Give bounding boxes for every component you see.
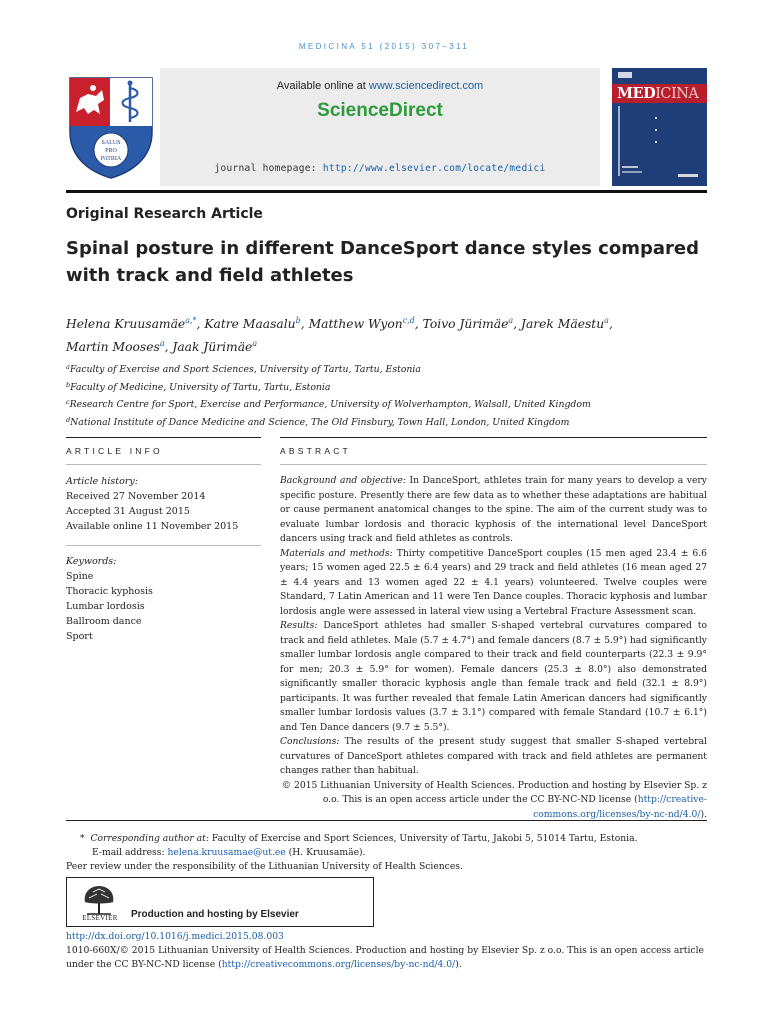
keyword-item: Sport xyxy=(66,631,93,642)
peer-review-note: Peer review under the responsibility of the Lithuanian University of Health Sciences. xyxy=(66,861,463,872)
affiliation-item xyxy=(66,360,716,378)
elsevier-tree-logo xyxy=(79,882,119,916)
email-link[interactable]: helena.kruusamae@ut.ee xyxy=(167,847,286,858)
footnote-divider xyxy=(66,820,707,821)
keywords xyxy=(66,554,261,644)
sciencedirect-logo: ScienceDirect xyxy=(317,100,443,121)
copyright-text: © 2015 Lithuanian University of Health Sciences. Production and hosting by Elsevier Sp. z o.o. This is an open access article under the CC BY-NC-ND license ( xyxy=(281,779,707,805)
background-label: Background and objective: xyxy=(280,475,406,486)
author-name[interactable]: Helena Kruusamäe xyxy=(66,317,186,331)
affiliation-mark: c xyxy=(66,398,70,406)
journal-cover xyxy=(612,68,707,186)
author-separator: , xyxy=(300,317,309,331)
doi-link[interactable]: http://dx.doi.org/10.1016/j.medici.2015.08.003 xyxy=(66,931,284,942)
cover-title-part-b: ICINA xyxy=(655,86,699,102)
results-label: Results: xyxy=(280,620,318,631)
author-name[interactable]: Katre Maasalu xyxy=(204,317,296,331)
affiliation-text: National Institute of Dance Medicine and Science, The Old Finsbury, Town Hall, London, United Kingdom xyxy=(70,416,570,428)
article-info-subrule xyxy=(66,464,261,465)
article-type: Original Research Article xyxy=(66,206,263,222)
author-name[interactable]: Jaak Jürimäe xyxy=(172,340,253,354)
abstract-rule xyxy=(280,437,707,438)
author-separator: , xyxy=(513,317,522,331)
article-info-heading: ARTICLE INFO xyxy=(66,446,163,456)
background-text: In DanceSport, athletes train for many years to develop a very specific posture. Presently there are few data as to whether these adaptations are habitual or cause permanent anatomical changes to the spine. The aim of the current study was to evaluate lumbar lordosis and thoracic kyphosis of the international level DanceSport dancers using track and field athletes as controls. xyxy=(280,475,707,544)
elsevier-wordmark: ELSEVIER xyxy=(82,914,118,922)
doi-block xyxy=(66,930,707,972)
accepted-date: Accepted 31 August 2015 xyxy=(66,506,190,517)
author-name[interactable]: Jarek Mäestu xyxy=(521,317,605,331)
journal-homepage-link[interactable]: http://www.elsevier.com/locate/medici xyxy=(322,163,546,174)
online-date: Available online 11 November 2015 xyxy=(66,521,239,532)
abstract-body xyxy=(280,474,707,822)
conclusions-label: Conclusions: xyxy=(280,736,340,747)
university-emblem xyxy=(66,74,156,180)
footnotes xyxy=(66,832,707,874)
results-text: DanceSport athletes had smaller S-shaped vertebral curvatures compared to track and field athletes. Male (5.7 ± 4.7°) and female dancers (8.7 ± 5.9°) had significantly smaller lumbar lordosis angle compared to their track and field counterparts (22.3 ± 9.9° for men; 20.3 ± 5.9° for women). Female dancers (25.3 ± 8.0°) also demonstrated significantly smaller thoracic kyphosis angle than female track and field (32.1 ± 8.9°) participants. It was further revealed that female Latin American dancers had significantly smaller lumbar lordosis values (3.7 ± 3.1°) compared with female Standard (10.7 ± 6.1°) and Ten Dance dancers (9.7 ± 5.5°). xyxy=(280,620,707,733)
author-list xyxy=(66,311,716,357)
author-affil-mark[interactable]: a xyxy=(252,339,258,348)
issn-text: 1010-660X/© 2015 Lithuanian University of Health Sciences. Production and hosting by Elsevier Sp. z o.o. This is an open access article under the CC BY-NC-ND license ( xyxy=(66,945,704,970)
abstract-heading: ABSTRACT xyxy=(280,446,351,456)
corresponding-author xyxy=(66,832,707,846)
header-divider xyxy=(66,190,707,193)
production-hosting-text: Production and hosting by Elsevier xyxy=(131,909,299,920)
abstract-methods xyxy=(280,547,707,620)
license-link-part2[interactable]: commons.org/licenses/by-nc-nd/4.0/ xyxy=(533,808,701,820)
email-line xyxy=(66,846,707,860)
author-affil-mark[interactable]: c,d xyxy=(402,316,415,325)
author-affil-mark[interactable]: a,* xyxy=(185,316,197,325)
author-name[interactable]: Martin Mooses xyxy=(66,340,160,354)
affiliation-item xyxy=(66,378,716,396)
article-history xyxy=(66,474,261,534)
affiliation-text: Faculty of Medicine, University of Tartu, Tartu, Estonia xyxy=(70,381,331,393)
author-affil-mark[interactable]: b xyxy=(295,316,301,325)
affiliation-mark: b xyxy=(66,380,71,389)
emblem-text-3: PATRIA xyxy=(100,156,122,162)
conclusions-text: The results of the present study suggest that smaller S-shaped vertebral curvatures of DanceSport athletes compared with track and field athletes are permanent changes rather than habitual. xyxy=(280,736,707,776)
article-info-rule xyxy=(66,437,261,438)
author-affil-mark[interactable]: a xyxy=(508,316,514,325)
abstract-subrule xyxy=(280,464,707,465)
author-affil-mark[interactable]: a xyxy=(604,316,609,325)
author-separator: , xyxy=(164,340,173,354)
author-name[interactable]: Toivo Jürimäe xyxy=(422,317,509,331)
author-separator: , xyxy=(608,317,613,331)
affiliation-mark: a xyxy=(66,363,70,371)
emblem-text-2: PRO xyxy=(105,148,117,154)
keywords-label: Keywords: xyxy=(66,556,117,567)
corresponding-text: Faculty of Exercise and Sport Sciences, University of Tartu, Jakobi 5, 51014 Tartu, Estonia. xyxy=(208,833,638,844)
corresponding-label: Corresponding author at: xyxy=(90,833,209,844)
abstract-results xyxy=(280,619,707,735)
sciencedirect-panel xyxy=(160,68,600,186)
info-divider xyxy=(66,545,261,546)
keyword-item: Ballroom dance xyxy=(66,616,142,627)
emblem-text-1: SALUS xyxy=(101,140,121,146)
asterisk-mark: * xyxy=(80,833,91,844)
article-info xyxy=(66,474,261,655)
methods-label: Materials and methods: xyxy=(280,547,393,559)
received-date: Received 27 November 2014 xyxy=(66,491,206,502)
cover-title-part-a: MED xyxy=(617,85,656,102)
keyword-item: Lumbar lordosis xyxy=(66,601,145,612)
email-label: E-mail address: xyxy=(92,847,168,858)
sciencedirect-link[interactable]: www.sciencedirect.com xyxy=(368,80,484,92)
cover-decoration xyxy=(612,68,707,186)
author-separator: , xyxy=(196,317,205,331)
keyword-item: Spine xyxy=(66,571,94,582)
abstract-copyright xyxy=(280,779,707,823)
affiliation-item xyxy=(66,413,716,431)
author-name[interactable]: Matthew Wyon xyxy=(308,317,403,331)
abstract-background xyxy=(280,474,707,547)
affiliation-item xyxy=(66,395,716,413)
homepage-prefix: journal homepage: xyxy=(214,163,323,174)
journal-homepage-line xyxy=(160,163,600,174)
abstract-conclusions xyxy=(280,735,707,779)
email-name: (H. Kruusamäe). xyxy=(285,847,366,858)
article-title: Spinal posture in different DanceSport dance styles compared with track and field athletes xyxy=(66,238,699,286)
author-separator: , xyxy=(414,317,423,331)
keyword-item: Thoracic kyphosis xyxy=(66,586,153,597)
affiliation-list xyxy=(66,360,716,430)
available-online-line xyxy=(160,80,600,92)
affiliation-text: Faculty of Exercise and Sport Sciences, University of Tartu, Tartu, Estonia xyxy=(69,364,421,375)
author-affil-mark[interactable]: a xyxy=(159,339,165,348)
issn-line xyxy=(66,944,707,972)
journal-reference: MEDICINA 51 (2015) 307–311 xyxy=(298,42,470,51)
affiliation-text: Research Centre for Sport, Exercise and Performance, University of Wolverhampton, Walsall, United Kingdom xyxy=(69,399,591,410)
doi-license-link[interactable]: http://creativecommons.org/licenses/by-nc-nd/4.0/ xyxy=(221,959,456,970)
methods-text: Thirty competitive DanceSport couples (15 men aged 23.4 ± 6.6 years; 15 women aged 22.5 ± 6.4 years) and 29 track and field athletes (16 mean aged 27 ± 4.4 years and 13 women aged 22 ± 4.1 years) volunteered. Twelve couples were Standard, 7 Latin American and 11 were Ten Dance couples. Thoracic kyphosis and lumbar lordosis angle were assessed in lateral view using a Vertebral Fracture Assessment scan. xyxy=(280,547,708,617)
copyright-end: ). xyxy=(700,808,707,820)
issn-end: ). xyxy=(455,959,462,970)
available-prefix: Available online at xyxy=(276,80,369,92)
elsevier-production-box xyxy=(66,877,374,927)
history-label: Article history: xyxy=(66,476,138,487)
affiliation-mark: d xyxy=(66,415,71,424)
license-link-part1[interactable]: http://creative- xyxy=(637,794,707,805)
